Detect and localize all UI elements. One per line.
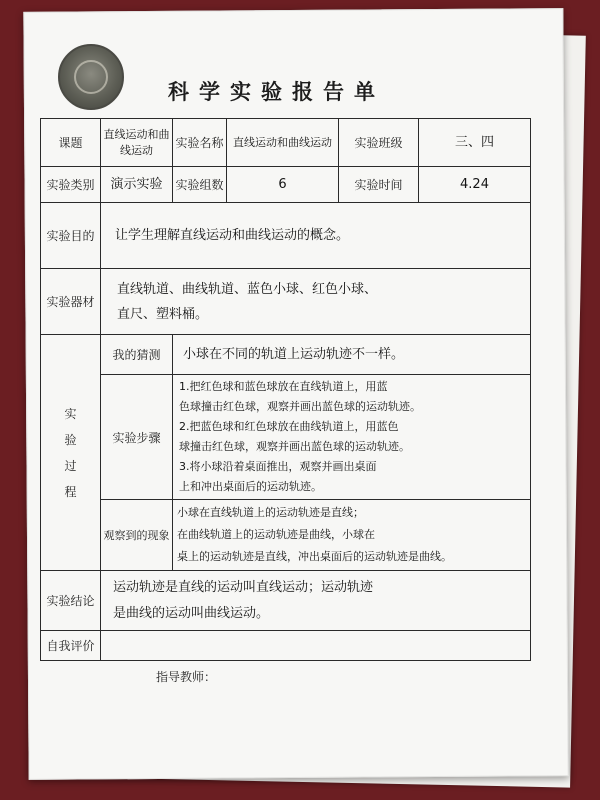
conclusion-line: 运动轨迹是直线的运动叫直线运动；运动轨迹 xyxy=(113,579,374,595)
school-emblem xyxy=(58,44,124,110)
type-label: 实验类别 xyxy=(41,167,101,203)
steps-label: 实验步骤 xyxy=(101,375,173,500)
topic-value: 直线运动和曲线运动 xyxy=(101,119,173,167)
observed-label: 观察到的现象 xyxy=(101,500,173,571)
step-line: 1.把红色球和蓝色球放在直线轨道上，用蓝 xyxy=(179,380,388,393)
conclusion-line: 是曲线的运动叫曲线运动。 xyxy=(113,605,270,621)
observed-line: 小球在直线轨道上的运动轨迹是直线； xyxy=(177,506,364,519)
class-value: 三、四 xyxy=(419,119,531,167)
purpose-label: 实验目的 xyxy=(41,203,101,269)
materials-label: 实验器材 xyxy=(41,269,101,335)
materials-value xyxy=(101,269,531,335)
row-observed xyxy=(41,500,531,571)
guess-label: 我的猜测 xyxy=(101,335,173,375)
step-line: 3.将小球沿着桌面推出，观察并画出桌面 xyxy=(179,460,377,473)
report-table xyxy=(40,118,531,661)
experiment-name-value: 直线运动和曲线运动 xyxy=(227,119,339,167)
process-char: 过 xyxy=(64,458,77,473)
process-char: 验 xyxy=(64,432,77,447)
form-title: 科学实验报告单 xyxy=(168,79,385,104)
conclusion-label: 实验结论 xyxy=(41,571,101,631)
guess-value: 小球在不同的轨道上运动轨迹不一样。 xyxy=(173,335,531,375)
time-label: 实验时间 xyxy=(339,167,419,203)
conclusion-value xyxy=(101,571,531,631)
steps-value xyxy=(173,375,531,500)
group-count-label: 实验组数 xyxy=(173,167,227,203)
row-type xyxy=(41,167,531,203)
time-value: 4.24 xyxy=(419,167,531,203)
self-eval-label: 自我评价 xyxy=(41,631,101,661)
row-steps xyxy=(41,375,531,500)
purpose-value: 让学生理解直线运动和曲线运动的概念。 xyxy=(101,203,531,269)
process-char: 实 xyxy=(64,406,77,421)
step-line: 球撞击红色球，观察并画出蓝色球的运动轨迹。 xyxy=(179,440,410,453)
row-materials xyxy=(41,269,531,335)
observed-line: 在曲线轨道上的运动轨迹是曲线，小球在 xyxy=(177,528,375,541)
self-eval-value xyxy=(101,631,531,661)
observed-line: 桌上的运动轨迹是直线，冲出桌面后的运动轨迹是曲线。 xyxy=(177,550,452,563)
row-topic xyxy=(41,119,531,167)
group-count-value: 6 xyxy=(227,167,339,203)
step-line: 上和冲出桌面后的运动轨迹。 xyxy=(179,480,322,493)
materials-line: 直尺、塑料桶。 xyxy=(117,306,209,322)
row-conclusion xyxy=(41,571,531,631)
row-purpose xyxy=(41,203,531,269)
process-char: 程 xyxy=(64,484,77,499)
topic-label: 课题 xyxy=(41,119,101,167)
row-self-eval xyxy=(41,631,531,661)
row-guess xyxy=(41,335,531,375)
observed-value xyxy=(173,500,531,571)
type-value: 演示实验 xyxy=(101,167,173,203)
process-label xyxy=(41,335,101,571)
step-line: 色球撞击红色球，观察并画出蓝色球的运动轨迹。 xyxy=(179,400,421,413)
step-line: 2.把蓝色球和红色球放在曲线轨道上，用蓝色 xyxy=(179,420,399,433)
experiment-name-label: 实验名称 xyxy=(173,119,227,167)
teacher-signature-label: 指导教师： xyxy=(156,670,217,684)
class-label: 实验班级 xyxy=(339,119,419,167)
materials-line: 直线轨道、曲线轨道、蓝色小球、红色小球、 xyxy=(117,281,378,297)
